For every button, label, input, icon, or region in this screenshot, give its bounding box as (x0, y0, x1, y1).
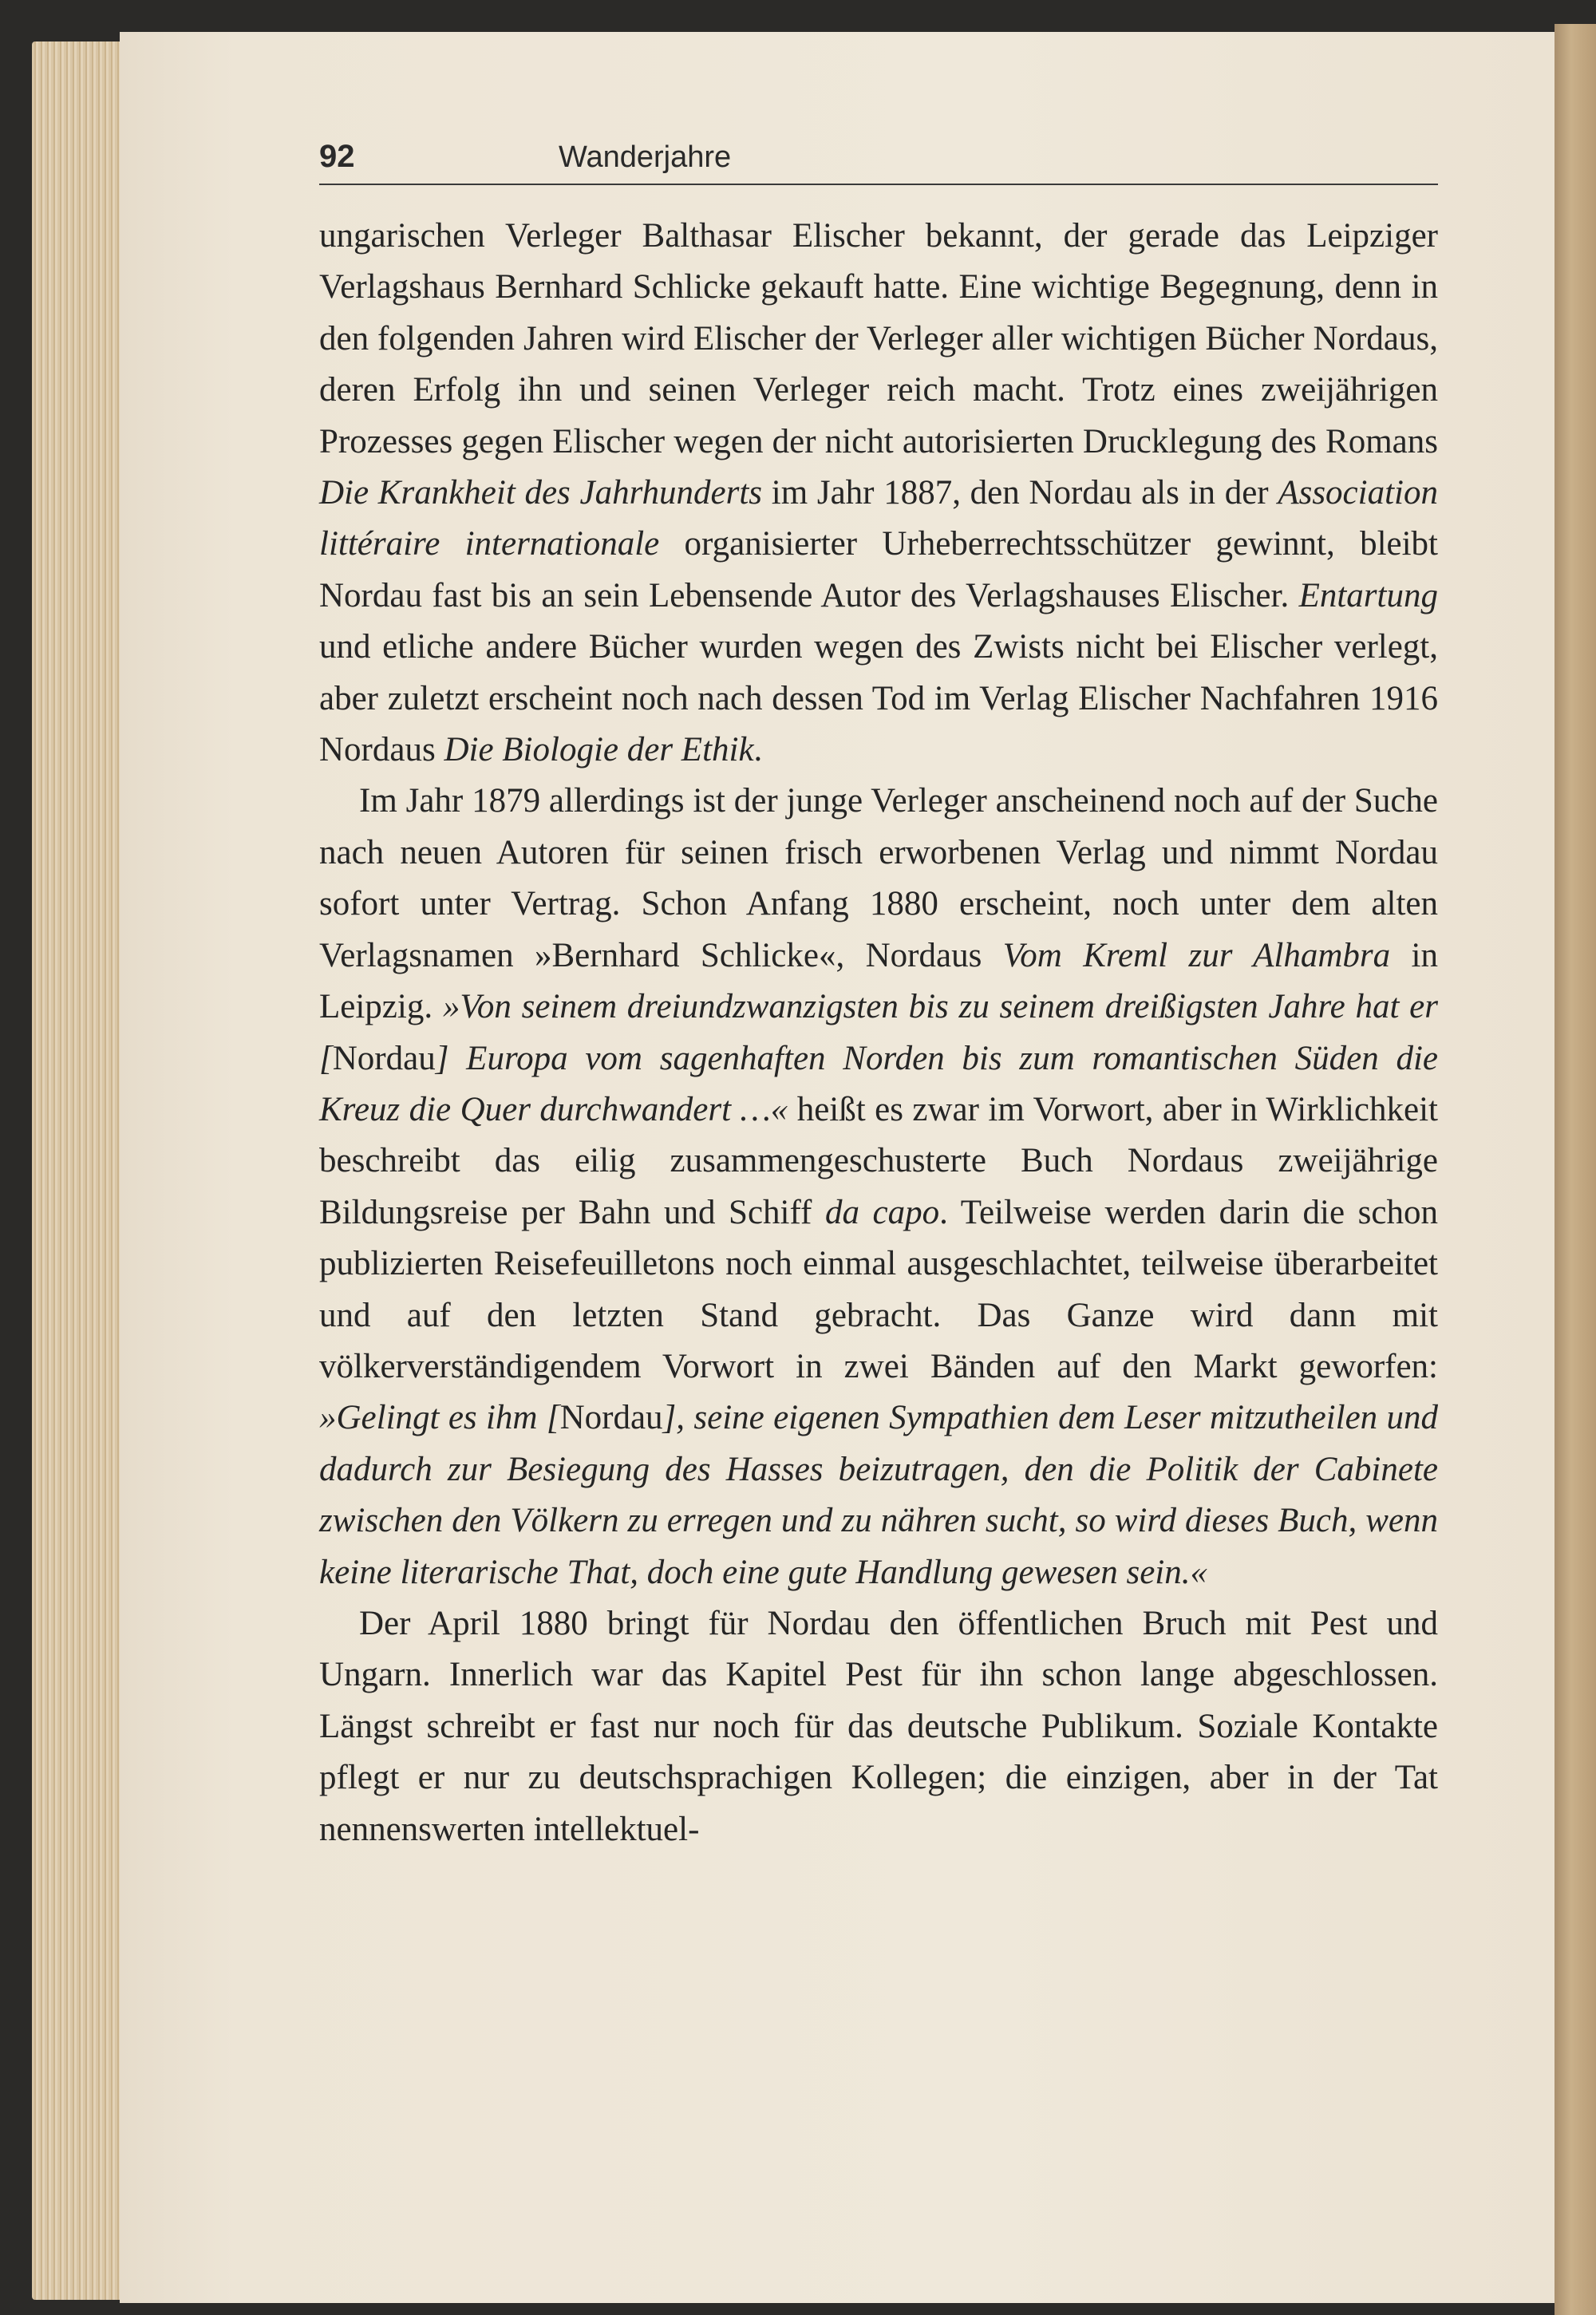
text-span: organisierter Urheberrechtsschützer gewinnt, bleibt Nordau fast bis an sein Lebensende Autor des Verlagshauses Elischer. (319, 525, 1438, 614)
running-head: Wanderjahre (559, 140, 732, 174)
italic-text: da capo (824, 1193, 940, 1231)
italic-text: Entartung (1298, 576, 1438, 614)
italic-text: »Von seinem dreiundzwanzigsten bis zu seinem dreißigsten Jahre hat er [ (319, 988, 1438, 1077)
italic-text: »Gelingt es ihm [ (319, 1399, 560, 1437)
book-gutter (1555, 24, 1596, 2315)
text-span: ungarischen Verleger Balthasar Elischer bekannt, der gerade das Leipziger Verlagshaus Bernhard Schlicke gekauft hatte. Eine wichtige Begegnung, denn in den folgenden Jahren wird Elischer der Verleger aller wichtigen Bücher Nordaus, deren Erfolg ihn und seinen Verleger reich macht. Trotz eines zweijährigen Prozesses gegen Elischer wegen der nicht autorisierten Drucklegung des Romans (319, 217, 1438, 460)
italic-text: ], seine eigenen Sympathien dem Leser mitzutheilen und dadurch zur Besiegung des Hasses beizutragen, den die Politik der Cabinete zwischen den Völkern zu erregen und zu nähren sucht, so wird dieses Buch, wenn keine literarische That, doch eine gute Handlung gewesen sein.« (319, 1399, 1438, 1591)
text-span: im Jahr 1887, den Nordau als in der (762, 474, 1278, 512)
text-span: in Leipzig. (319, 936, 1438, 1026)
text-span: heißt es zwar im Vorwort, aber in Wirklichkeit beschreibt das eilig zusammengeschusterte Buch Nordaus zweijährige Bildungsreise per Bahn und Schiff (319, 1090, 1438, 1231)
text-span: Im Jahr 1879 allerdings ist der junge Verleger anscheinend noch auf der Suche nach neuen Autoren für seinen frisch erworbenen Verlag und nimmt Nordau sofort unter Vertrag. Schon Anfang 1880 erscheint, noch unter dem alten Verlagsnamen »Bernhard Schlicke«, Nordaus (319, 782, 1438, 974)
italic-text: Association littéraire internationale (319, 474, 1438, 563)
italic-text: Die Krankheit des Jahrhunderts (319, 474, 763, 512)
text-span: Nordau (332, 1039, 436, 1077)
italic-text: Vom Kreml zur Alhambra (1002, 936, 1391, 974)
text-span: . (753, 731, 763, 769)
text-span: Der April 1880 bringt für Nordau den öffentlichen Bruch mit Pest und Ungarn. Innerlich war das Kapitel Pest für ihn schon lange abgeschlossen. Längst schreibt er fast nur noch für das deutsche Publikum. Soziale Kontakte pflegt er nur zu deutschsprachigen Kollegen; die einzigen, aber in der Tat nennenswerten intellektuel- (319, 1604, 1438, 1848)
text-span: und etliche andere Bücher wurden wegen des Zwists nicht bei Elischer verlegt, aber zuletzt erscheint noch nach dessen Tod im Verlag Elischer Nachfahren 1916 Nordaus (319, 628, 1438, 769)
body-text (319, 211, 1438, 1855)
paragraph (319, 776, 1438, 1598)
text-span: Nordau (559, 1399, 663, 1437)
paragraph (319, 1598, 1438, 1855)
paragraph (319, 211, 1438, 776)
text-span: . Teilweise werden darin die schon publizierten Reisefeuilletons noch einmal ausgeschlachtet, teilweise überarbeitet und auf den letzten Stand gebracht. Das Ganze wird dann mit völkerverständigendem Vorwort in zwei Bänden auf den Markt geworfen: (319, 1193, 1438, 1385)
page-number: 92 (319, 139, 355, 174)
italic-text: Die Biologie der Ethik (444, 731, 754, 769)
italic-text: ] Europa vom sagenhaften Norden bis zum romantischen Süden die Kreuz die Quer durchwandert …« (319, 1039, 1438, 1128)
page-header (319, 137, 1438, 185)
